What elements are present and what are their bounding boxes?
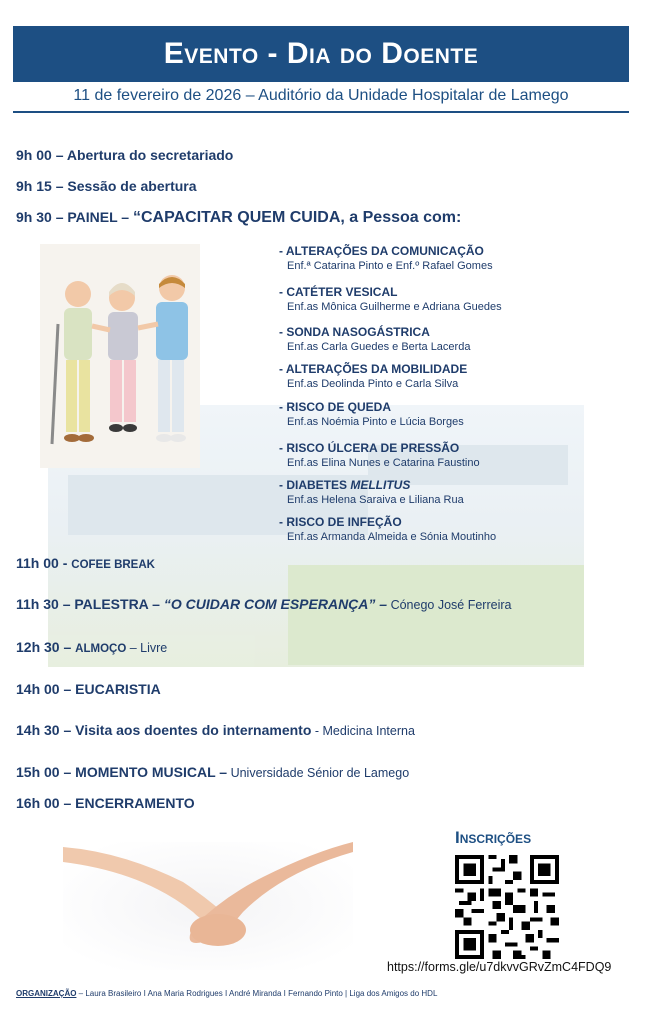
registration-qr-code[interactable] [455,855,559,959]
event-title: Evento - Dia do Doente [163,37,479,70]
schedule-item-lecture: 11h 30 – PALESTRA – “O CUIDAR COM ESPERANÇA” – Cónego José Ferreira [16,596,512,612]
panel-topic: - RISCO DE QUEDA Enf.as Noémia Pinto e Lúcia Borges [279,400,464,428]
schedule-item-visit: 14h 30 – Visita aos doentes do internamento - Medicina Interna [16,722,415,738]
schedule-item-coffee-break: 11h 00 - COFEE BREAK [16,555,155,571]
panel-topic: - ALTERAÇÕES DA MOBILIDADE Enf.as Deolinda Pinto e Carla Silva [279,362,468,390]
registration-heading: Inscrições [455,828,532,847]
panel-topic: - ALTERAÇÕES DA COMUNICAÇÃO Enf.ª Catarina Pinto e Enf.º Rafael Gomes [279,244,493,272]
schedule-item-music: 15h 00 – MOMENTO MUSICAL – Universidade Sénior de Lamego [16,764,410,780]
organization-footer: ORGANIZAÇÃO – Laura Brasileiro I Ana Maria Rodrigues I André Miranda I Fernando Pinto | Liga dos Amigos do HDL [16,989,438,998]
schedule-item-opening: 9h 15 – Sessão de abertura [16,178,197,194]
event-title-banner [13,26,629,82]
holding-hands-image [63,842,353,970]
panel-topic: - DIABETES MELLITUS Enf.as Helena Saraiva e Liliana Rua [279,478,464,506]
schedule-item-lunch: 12h 30 – ALMOÇO – Livre [16,639,168,655]
event-subtitle: 11 de fevereiro de 2026 – Auditório da Unidade Hospitalar de Lamego [73,87,569,104]
panel-topic: - SONDA NASOGÁSTRICA Enf.as Carla Guedes e Berta Lacerda [279,325,471,353]
schedule-item-closing: 16h 00 – ENCERRAMENTO [16,795,195,811]
header-divider [13,111,629,113]
schedule-item-secretariat: 9h 00 – Abertura do secretariado [16,147,234,163]
schedule-item-eucharist: 14h 00 – EUCARISTIA [16,681,161,697]
registration-url[interactable]: https://forms.gle/u7dkvvGRvZmC4FDQ9 [387,960,612,974]
panel-topic: - RISCO ÚLCERA DE PRESSÃO Enf.as Elina Nunes e Catarina Faustino [279,441,480,469]
panel-topic: - RISCO DE INFEÇÃO Enf.as Armanda Almeida e Sónia Moutinho [279,515,497,543]
schedule-item-panel: 9h 30 – PAINEL – “CAPACITAR QUEM CUIDA, a Pessoa com: [16,209,462,226]
panel-topic: - CATÉTER VESICAL Enf.as Mônica Guilherme e Adriana Guedes [279,285,502,313]
caregivers-illustration [40,244,200,468]
